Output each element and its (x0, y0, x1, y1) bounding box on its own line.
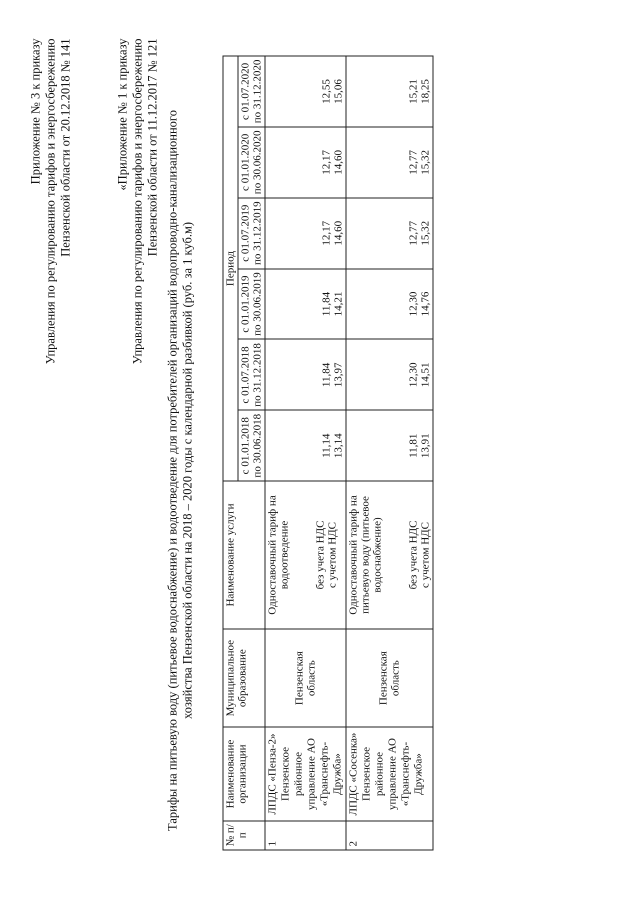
tariff-cell (346, 126, 433, 197)
tariff-vat: 14,76 (419, 291, 431, 316)
tariff-no-vat: 15,21 (407, 78, 419, 104)
tariff-vat: 15,06 (332, 78, 344, 104)
tariff-cell (346, 56, 433, 127)
tariff-no-vat: 11,84 (320, 362, 332, 387)
tariff-vat: 15,32 (419, 149, 431, 175)
caption-line: Тарифы на питьевую воду (питьевое водоснабжение) и водоотведение для потребителей организаций водопроводно-канализационного (165, 109, 179, 831)
tariff-no-vat: 11,81 (407, 433, 419, 458)
header-line: Пензенской области от 20.12.2018 № 141 (58, 38, 72, 257)
tariff-no-vat: 12,17 (320, 220, 332, 246)
period-cell: с 01.01.2019 по 30.06.2019 (238, 268, 265, 339)
tariff-vat: 13,14 (332, 432, 344, 458)
row-service (346, 481, 433, 629)
tariff-no-vat: 12,55 (320, 78, 332, 104)
tariff-vat: 14,60 (332, 220, 344, 246)
appendix-header-1 (115, 38, 160, 364)
label-no-vat: без учета НДС (314, 520, 326, 589)
label-vat: с учетом НДС (419, 521, 431, 588)
tariff-no-vat: 12,30 (407, 362, 419, 387)
period-cell: с 01.01.2018 по 30.06.2018 (238, 410, 265, 481)
row-num: 1 (265, 820, 346, 849)
tariff-cell (346, 410, 433, 481)
tariff-no-vat: 12,30 (407, 291, 419, 316)
tariff-no-vat: 11,14 (320, 433, 332, 458)
row-organization: ЛПДС «Сосенка» Пензенское районное управление АО «Транснефть-Дружба» (346, 727, 433, 820)
row-num: 2 (346, 820, 433, 849)
header-service: Наименование услуги (223, 481, 265, 629)
header-line: Приложение № 3 к приказу (28, 38, 42, 184)
tariff-no-vat: 11,84 (320, 291, 332, 316)
appendix-header-3 (28, 38, 73, 364)
tariff-no-vat: 12,77 (407, 220, 419, 246)
header-period: Период (223, 56, 238, 481)
tariff-vat: 14,60 (332, 149, 344, 175)
tariff-cell (265, 339, 346, 410)
tariff-vat: 13,97 (332, 362, 344, 387)
row-municipality: Пензенская область (265, 628, 346, 727)
service-title: Одноставочный тариф на питьевую воду (питьевое водоснабжение) (347, 494, 383, 615)
row-organization: ЛПДС «Пенза-2» Пензенское районное управление АО «Транснефть-Дружба» (265, 727, 346, 820)
table-row (265, 56, 346, 850)
tariff-cell (265, 197, 346, 268)
period-cell: с 01.07.2018 по 31.12.2018 (238, 339, 265, 410)
service-title: Одноставочный тариф на водоотведение (266, 494, 290, 615)
period-cell: с 01.07.2020 по 31.12.2020 (238, 56, 265, 127)
row-service (265, 481, 346, 629)
tariff-cell (265, 56, 346, 127)
tariff-table (222, 55, 433, 850)
tariff-cell (265, 126, 346, 197)
tariff-cell (265, 410, 346, 481)
table-caption (165, 90, 195, 850)
header-line: «Приложение № 1 к приказу (115, 38, 129, 191)
tariff-no-vat: 12,17 (320, 149, 332, 175)
tariff-vat: 13,91 (419, 432, 431, 458)
tariff-vat: 18,25 (419, 78, 431, 104)
tariff-cell (346, 268, 433, 339)
tariff-vat: 14,51 (419, 362, 431, 387)
tariff-cell (346, 339, 433, 410)
row-municipality: Пензенская область (346, 628, 433, 727)
tariff-vat: 15,32 (419, 220, 431, 246)
table-header-row (223, 56, 238, 850)
header-line: Пензенской области от 11.12.2017 № 121 (145, 38, 159, 256)
tariff-cell (346, 197, 433, 268)
label-no-vat: без учета НДС (407, 520, 419, 589)
tariff-no-vat: 12,77 (407, 149, 419, 175)
period-cell: с 01.07.2019 по 31.12.2019 (238, 197, 265, 268)
header-line: Управления по регулированию тарифов и энергосбережению (43, 38, 57, 364)
tariff-vat: 14,21 (332, 291, 344, 316)
header-organization: Наименование организации (223, 727, 265, 820)
caption-line: хозяйства Пензенской области на 2018 – 2020 годы с календарной разбивкой (руб. за 1 куб.м) (180, 221, 194, 719)
label-vat: с учетом НДС (326, 521, 338, 588)
header-municipality: Муниципальное образование (223, 628, 265, 727)
tariff-cell (265, 268, 346, 339)
period-cell: с 01.01.2020 по 30.06.2020 (238, 126, 265, 197)
header-num: № п/п (223, 820, 265, 849)
header-line: Управления по регулированию тарифов и энергосбережению (130, 38, 144, 364)
table-row (346, 56, 433, 850)
